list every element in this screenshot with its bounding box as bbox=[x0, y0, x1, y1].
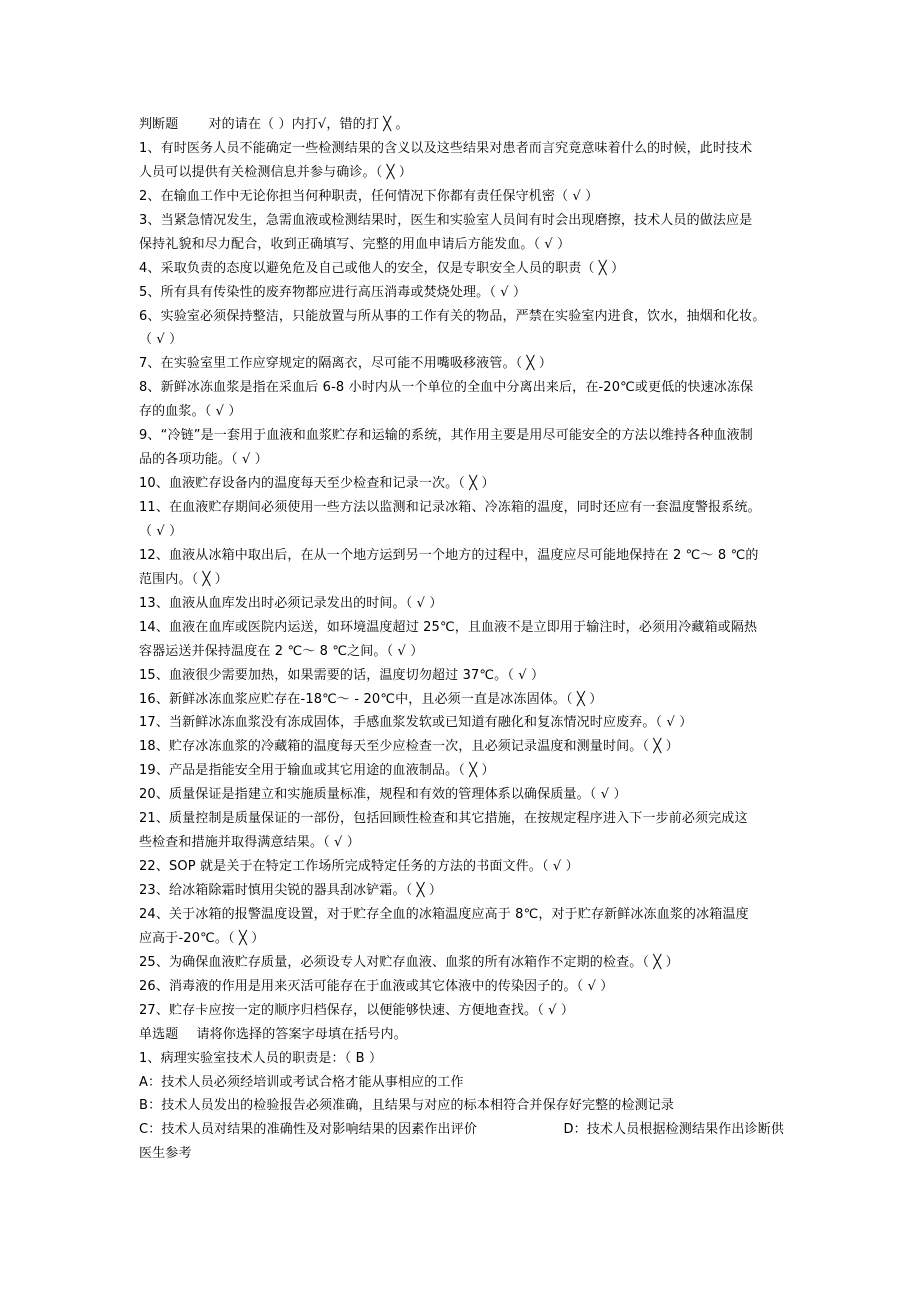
tf-question-5: 5、所有具有传染性的废弃物都应进行高压消毒或焚烧处理。（ √ ） bbox=[139, 284, 527, 300]
tf-instruction: 对的请在（ ）内打√，错的打 ╳ 。 bbox=[208, 117, 409, 132]
tf-question-19: 19、产品是指能安全用于输血或其它用途的血液制品。（ ╳ ） bbox=[139, 763, 495, 779]
mc-option-c: C：技术人员对结果的准确性及对影响结果的因素作出评价 bbox=[139, 1122, 477, 1138]
tf-question-9-cont: 品的各项功能。（ √ ） bbox=[139, 452, 268, 468]
tf-question-6-cont: （ √ ） bbox=[139, 332, 183, 348]
tf-header bbox=[139, 113, 784, 137]
mc-instruction: 请将你选择的答案字母填在括号内。 bbox=[196, 1026, 407, 1042]
tf-question-12-cont: 范围内。（ ╳ ） bbox=[139, 571, 228, 587]
tf-question-1-cont: 人员可以提供有关检测信息并参与确诊。（ ╳ ） bbox=[139, 164, 413, 180]
tf-question-7: 7、在实验室里工作应穿规定的隔离衣，尽可能不用嘴吸移液管。（ ╳ ） bbox=[139, 356, 552, 372]
tf-question-9: 9、“冷链”是一套用于血液和血浆贮存和运输的系统，其作用主要是用尽可能安全的方法以维持各种血液制 bbox=[139, 428, 753, 444]
tf-question-10: 10、血液贮存设备内的温度每天至少检查和记录一次。（ ╳ ） bbox=[139, 476, 495, 492]
mc-option-a: A：技术人员必须经培训或考试合格才能从事相应的工作 bbox=[139, 1074, 464, 1090]
tf-question-24: 24、关于冰箱的报警温度设置，对于贮存全血的冰箱温度应高于 8℃，对于贮存新鲜冰冻血浆的冰箱温度 bbox=[139, 906, 749, 922]
tf-question-2: 2、在输血工作中无论你担当何种职责，任何情况下你都有责任保守机密（ √ ） bbox=[139, 188, 599, 204]
mc-heading: 单选题 bbox=[139, 1026, 179, 1042]
tf-question-8: 8、新鲜冰冻血浆是指在采血后 6-8 小时内从一个单位的全血中分离出来后，在-20℃或更低的快速冰冻保 bbox=[139, 380, 754, 396]
mc-option-d: D：技术人员根据检测结果作出诊断供 bbox=[563, 1122, 784, 1138]
tf-question-3: 3、当紧急情况发生，急需血液或检测结果时，医生和实验室人员间有时会出现磨擦，技术人员的做法应是 bbox=[139, 212, 753, 228]
tf-question-22: 22、SOP 就是关于在特定工作场所完成特定任务的方法的书面文件。（ √ ） bbox=[139, 859, 579, 875]
tf-question-25: 25、为确保血液贮存质量，必须设专人对贮存血液、血浆的所有冰箱作不定期的检查。（ ╳ ） bbox=[139, 954, 679, 970]
tf-question-1: 1、有时医务人员不能确定一些检测结果的含义以及这些结果对患者而言究竟意味着什么的时候，此时技术 bbox=[139, 140, 753, 156]
tf-question-21-cont: 些检查和措施并取得满意结果。（ √ ） bbox=[139, 835, 360, 851]
tf-question-11: 11、在血液贮存期间必须使用一些方法以监测和记录冰箱、冷冻箱的温度，同时还应有一套温度警报系统。 bbox=[139, 500, 761, 515]
mc-header bbox=[139, 1023, 784, 1047]
tf-question-26: 26、消毒液的作用是用来灭活可能存在于血液或其它体液中的传染因子的。（ √ ） bbox=[139, 978, 614, 994]
document-page bbox=[139, 113, 784, 1166]
tf-question-12: 12、血液从冰箱中取出后，在从一个地方运到另一个地方的过程中，温度应尽可能地保持在 2 ℃～ 8 ℃的 bbox=[139, 547, 759, 563]
tf-question-17: 17、当新鲜冰冻血浆没有冻成固体，手感血浆发软或已知道有融化和复冻情况时应废弃。（ √ ） bbox=[139, 715, 693, 731]
tf-question-3-cont: 保持礼貌和尽力配合，收到正确填写、完整的用血申请后方能发血。（ √ ） bbox=[139, 236, 571, 252]
tf-question-14-cont: 容器运送并保持温度在 2 ℃～ 8 ℃之间。（ √ ） bbox=[139, 643, 424, 659]
tf-question-15: 15、血液很少需要加热，如果需要的话，温度切勿超过 37℃。（ √ ） bbox=[139, 667, 545, 683]
tf-question-4: 4、采取负责的态度以避免危及自己或他人的安全，仅是专职安全人员的职责（ ╳ ） bbox=[139, 260, 625, 276]
tf-question-14: 14、血液在血库或医院内运送，如环境温度超过 25℃，且血液不是立即用于输注时，必须用冷藏箱或隔热 bbox=[139, 619, 758, 635]
mc-option-d-cont: 医生参考 bbox=[139, 1146, 192, 1162]
tf-question-11-cont: （ √ ） bbox=[139, 523, 183, 539]
tf-heading: 判断题 bbox=[139, 117, 179, 132]
tf-question-13: 13、血液从血库发出时必须记录发出的时间。（ √ ） bbox=[139, 595, 443, 611]
tf-question-6: 6、实验室必须保持整洁，只能放置与所从事的工作有关的物品，严禁在实验室内进食，饮水，抽烟和化妆。 bbox=[139, 308, 766, 324]
mc-option-row-cd bbox=[139, 1118, 784, 1142]
tf-question-list bbox=[139, 137, 784, 1023]
mc-question-1: 1、病理实验室技术人员的职责是：（ B ） bbox=[139, 1050, 383, 1066]
tf-question-21: 21、质量控制是质量保证的一部份，包括回顾性检查和其它措施，在按规定程序进入下一步前必须完成这 bbox=[139, 811, 748, 827]
tf-question-24-cont: 应高于-20℃。（ ╳ ） bbox=[139, 930, 265, 946]
mc-option-b: B：技术人员发出的检验报告必须准确，且结果与对应的标本相符合并保存好完整的检测记录 bbox=[139, 1098, 675, 1114]
tf-question-18: 18、贮存冰冻血浆的冷藏箱的温度每天至少应检查一次，且必须记录温度和测量时间。（ ╳ ） bbox=[139, 739, 679, 755]
tf-question-27: 27、贮存卡应按一定的顺序归档保存，以便能够快速、方便地查找。（ √ ） bbox=[139, 1002, 574, 1018]
tf-question-8-cont: 存的血浆。（ √ ） bbox=[139, 404, 242, 420]
tf-question-16: 16、新鲜冰冻血浆应贮存在-18℃～ - 20℃中，且必须一直是冰冻固体。（ ╳ ） bbox=[139, 691, 603, 707]
tf-question-23: 23、给冰箱除霜时慎用尖锐的器具刮冰铲霜。（ ╳ ） bbox=[139, 883, 443, 898]
tf-question-20: 20、质量保证是指建立和实施质量标准，规程和有效的管理体系以确保质量。（ √ ） bbox=[139, 787, 627, 803]
